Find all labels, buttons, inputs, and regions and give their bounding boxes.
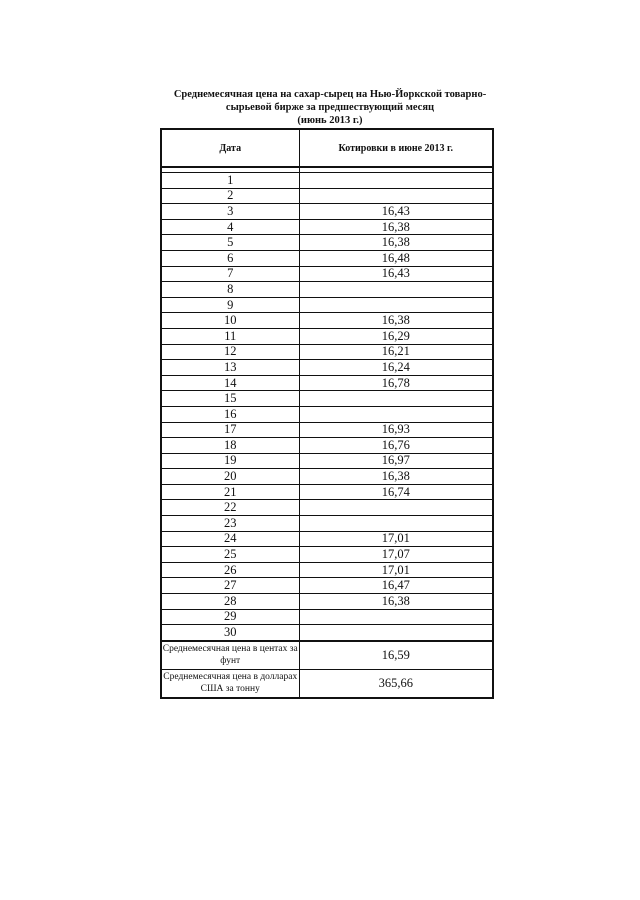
quote-cell bbox=[299, 188, 493, 204]
table-row bbox=[161, 578, 493, 594]
date-cell: 27 bbox=[161, 578, 299, 594]
summary-value: 16,59 bbox=[299, 641, 493, 670]
summary-label: Среднемесячная цена в центах за фунт bbox=[161, 641, 299, 670]
quote-cell bbox=[299, 391, 493, 407]
date-cell: 11 bbox=[161, 328, 299, 344]
table-row bbox=[161, 282, 493, 298]
quote-cell: 16,38 bbox=[299, 235, 493, 251]
table-row bbox=[161, 594, 493, 610]
quote-cell: 17,07 bbox=[299, 547, 493, 563]
date-cell: 18 bbox=[161, 438, 299, 454]
table-row bbox=[161, 188, 493, 204]
quote-cell: 16,38 bbox=[299, 219, 493, 235]
table-row bbox=[161, 547, 493, 563]
date-cell: 25 bbox=[161, 547, 299, 563]
quote-cell bbox=[299, 297, 493, 313]
table-row bbox=[161, 204, 493, 220]
table-row bbox=[161, 297, 493, 313]
table-row bbox=[161, 531, 493, 547]
table-row bbox=[161, 375, 493, 391]
quote-cell: 16,38 bbox=[299, 313, 493, 329]
quote-cell: 16,74 bbox=[299, 484, 493, 500]
date-cell: 9 bbox=[161, 297, 299, 313]
quote-cell: 16,76 bbox=[299, 438, 493, 454]
table-row bbox=[161, 500, 493, 516]
table-row bbox=[161, 235, 493, 251]
quote-cell: 16,38 bbox=[299, 594, 493, 610]
date-cell: 10 bbox=[161, 313, 299, 329]
quote-cell: 17,01 bbox=[299, 562, 493, 578]
date-cell: 8 bbox=[161, 282, 299, 298]
table-header-row bbox=[161, 129, 493, 167]
quote-cell bbox=[299, 625, 493, 641]
table-row bbox=[161, 360, 493, 376]
summary-row bbox=[161, 641, 493, 670]
table-row bbox=[161, 250, 493, 266]
date-cell: 15 bbox=[161, 391, 299, 407]
date-cell: 13 bbox=[161, 360, 299, 376]
quote-cell: 16,29 bbox=[299, 328, 493, 344]
quote-cell: 16,21 bbox=[299, 344, 493, 360]
quote-cell bbox=[299, 282, 493, 298]
table-row bbox=[161, 562, 493, 578]
quote-cell: 16,93 bbox=[299, 422, 493, 438]
date-cell: 26 bbox=[161, 562, 299, 578]
date-cell: 21 bbox=[161, 484, 299, 500]
date-cell: 14 bbox=[161, 375, 299, 391]
table-row bbox=[161, 609, 493, 625]
table-row bbox=[161, 469, 493, 485]
date-cell: 7 bbox=[161, 266, 299, 282]
date-cell: 4 bbox=[161, 219, 299, 235]
quote-cell bbox=[299, 173, 493, 189]
table-row bbox=[161, 391, 493, 407]
table-body bbox=[161, 167, 493, 698]
date-cell: 23 bbox=[161, 516, 299, 532]
summary-row bbox=[161, 669, 493, 698]
table-row bbox=[161, 266, 493, 282]
summary-value: 365,66 bbox=[299, 669, 493, 698]
title-line-1: Среднемесячная цена на сахар-сырец на Нью-Йоркской товарно- bbox=[173, 89, 487, 100]
date-cell: 24 bbox=[161, 531, 299, 547]
date-cell: 20 bbox=[161, 469, 299, 485]
table-row bbox=[161, 516, 493, 532]
date-cell: 6 bbox=[161, 250, 299, 266]
quote-cell: 16,47 bbox=[299, 578, 493, 594]
table-row bbox=[161, 422, 493, 438]
table-row bbox=[161, 453, 493, 469]
column-header-date: Дата bbox=[161, 129, 299, 167]
quote-cell bbox=[299, 516, 493, 532]
table-row bbox=[161, 625, 493, 641]
table-row bbox=[161, 173, 493, 189]
date-cell: 1 bbox=[161, 173, 299, 189]
table-row bbox=[161, 313, 493, 329]
table-row bbox=[161, 484, 493, 500]
date-cell: 2 bbox=[161, 188, 299, 204]
quote-cell: 16,43 bbox=[299, 266, 493, 282]
date-cell: 12 bbox=[161, 344, 299, 360]
date-cell: 17 bbox=[161, 422, 299, 438]
quote-cell: 16,24 bbox=[299, 360, 493, 376]
table-row bbox=[161, 406, 493, 422]
table-row bbox=[161, 328, 493, 344]
quote-cell bbox=[299, 500, 493, 516]
table-row bbox=[161, 219, 493, 235]
date-cell: 16 bbox=[161, 406, 299, 422]
quote-cell: 16,48 bbox=[299, 250, 493, 266]
quote-cell: 16,38 bbox=[299, 469, 493, 485]
quote-cell: 16,43 bbox=[299, 204, 493, 220]
title-line-3: (июнь 2013 г.) bbox=[297, 115, 363, 126]
quote-cell: 16,78 bbox=[299, 375, 493, 391]
date-cell: 30 bbox=[161, 625, 299, 641]
date-cell: 28 bbox=[161, 594, 299, 610]
quote-cell bbox=[299, 609, 493, 625]
date-cell: 3 bbox=[161, 204, 299, 220]
date-cell: 22 bbox=[161, 500, 299, 516]
summary-label: Среднемесячная цена в долларах США за тонну bbox=[161, 669, 299, 698]
date-cell: 19 bbox=[161, 453, 299, 469]
quote-cell: 17,01 bbox=[299, 531, 493, 547]
quote-cell bbox=[299, 406, 493, 422]
title-line-2: сырьевой бирже за предшествующий месяц bbox=[225, 102, 435, 113]
column-header-quotes: Котировки в июне 2013 г. bbox=[299, 129, 493, 167]
document-title bbox=[140, 88, 520, 127]
quotes-table bbox=[160, 128, 494, 699]
table-row bbox=[161, 344, 493, 360]
quote-cell: 16,97 bbox=[299, 453, 493, 469]
date-cell: 29 bbox=[161, 609, 299, 625]
table-row bbox=[161, 438, 493, 454]
date-cell: 5 bbox=[161, 235, 299, 251]
